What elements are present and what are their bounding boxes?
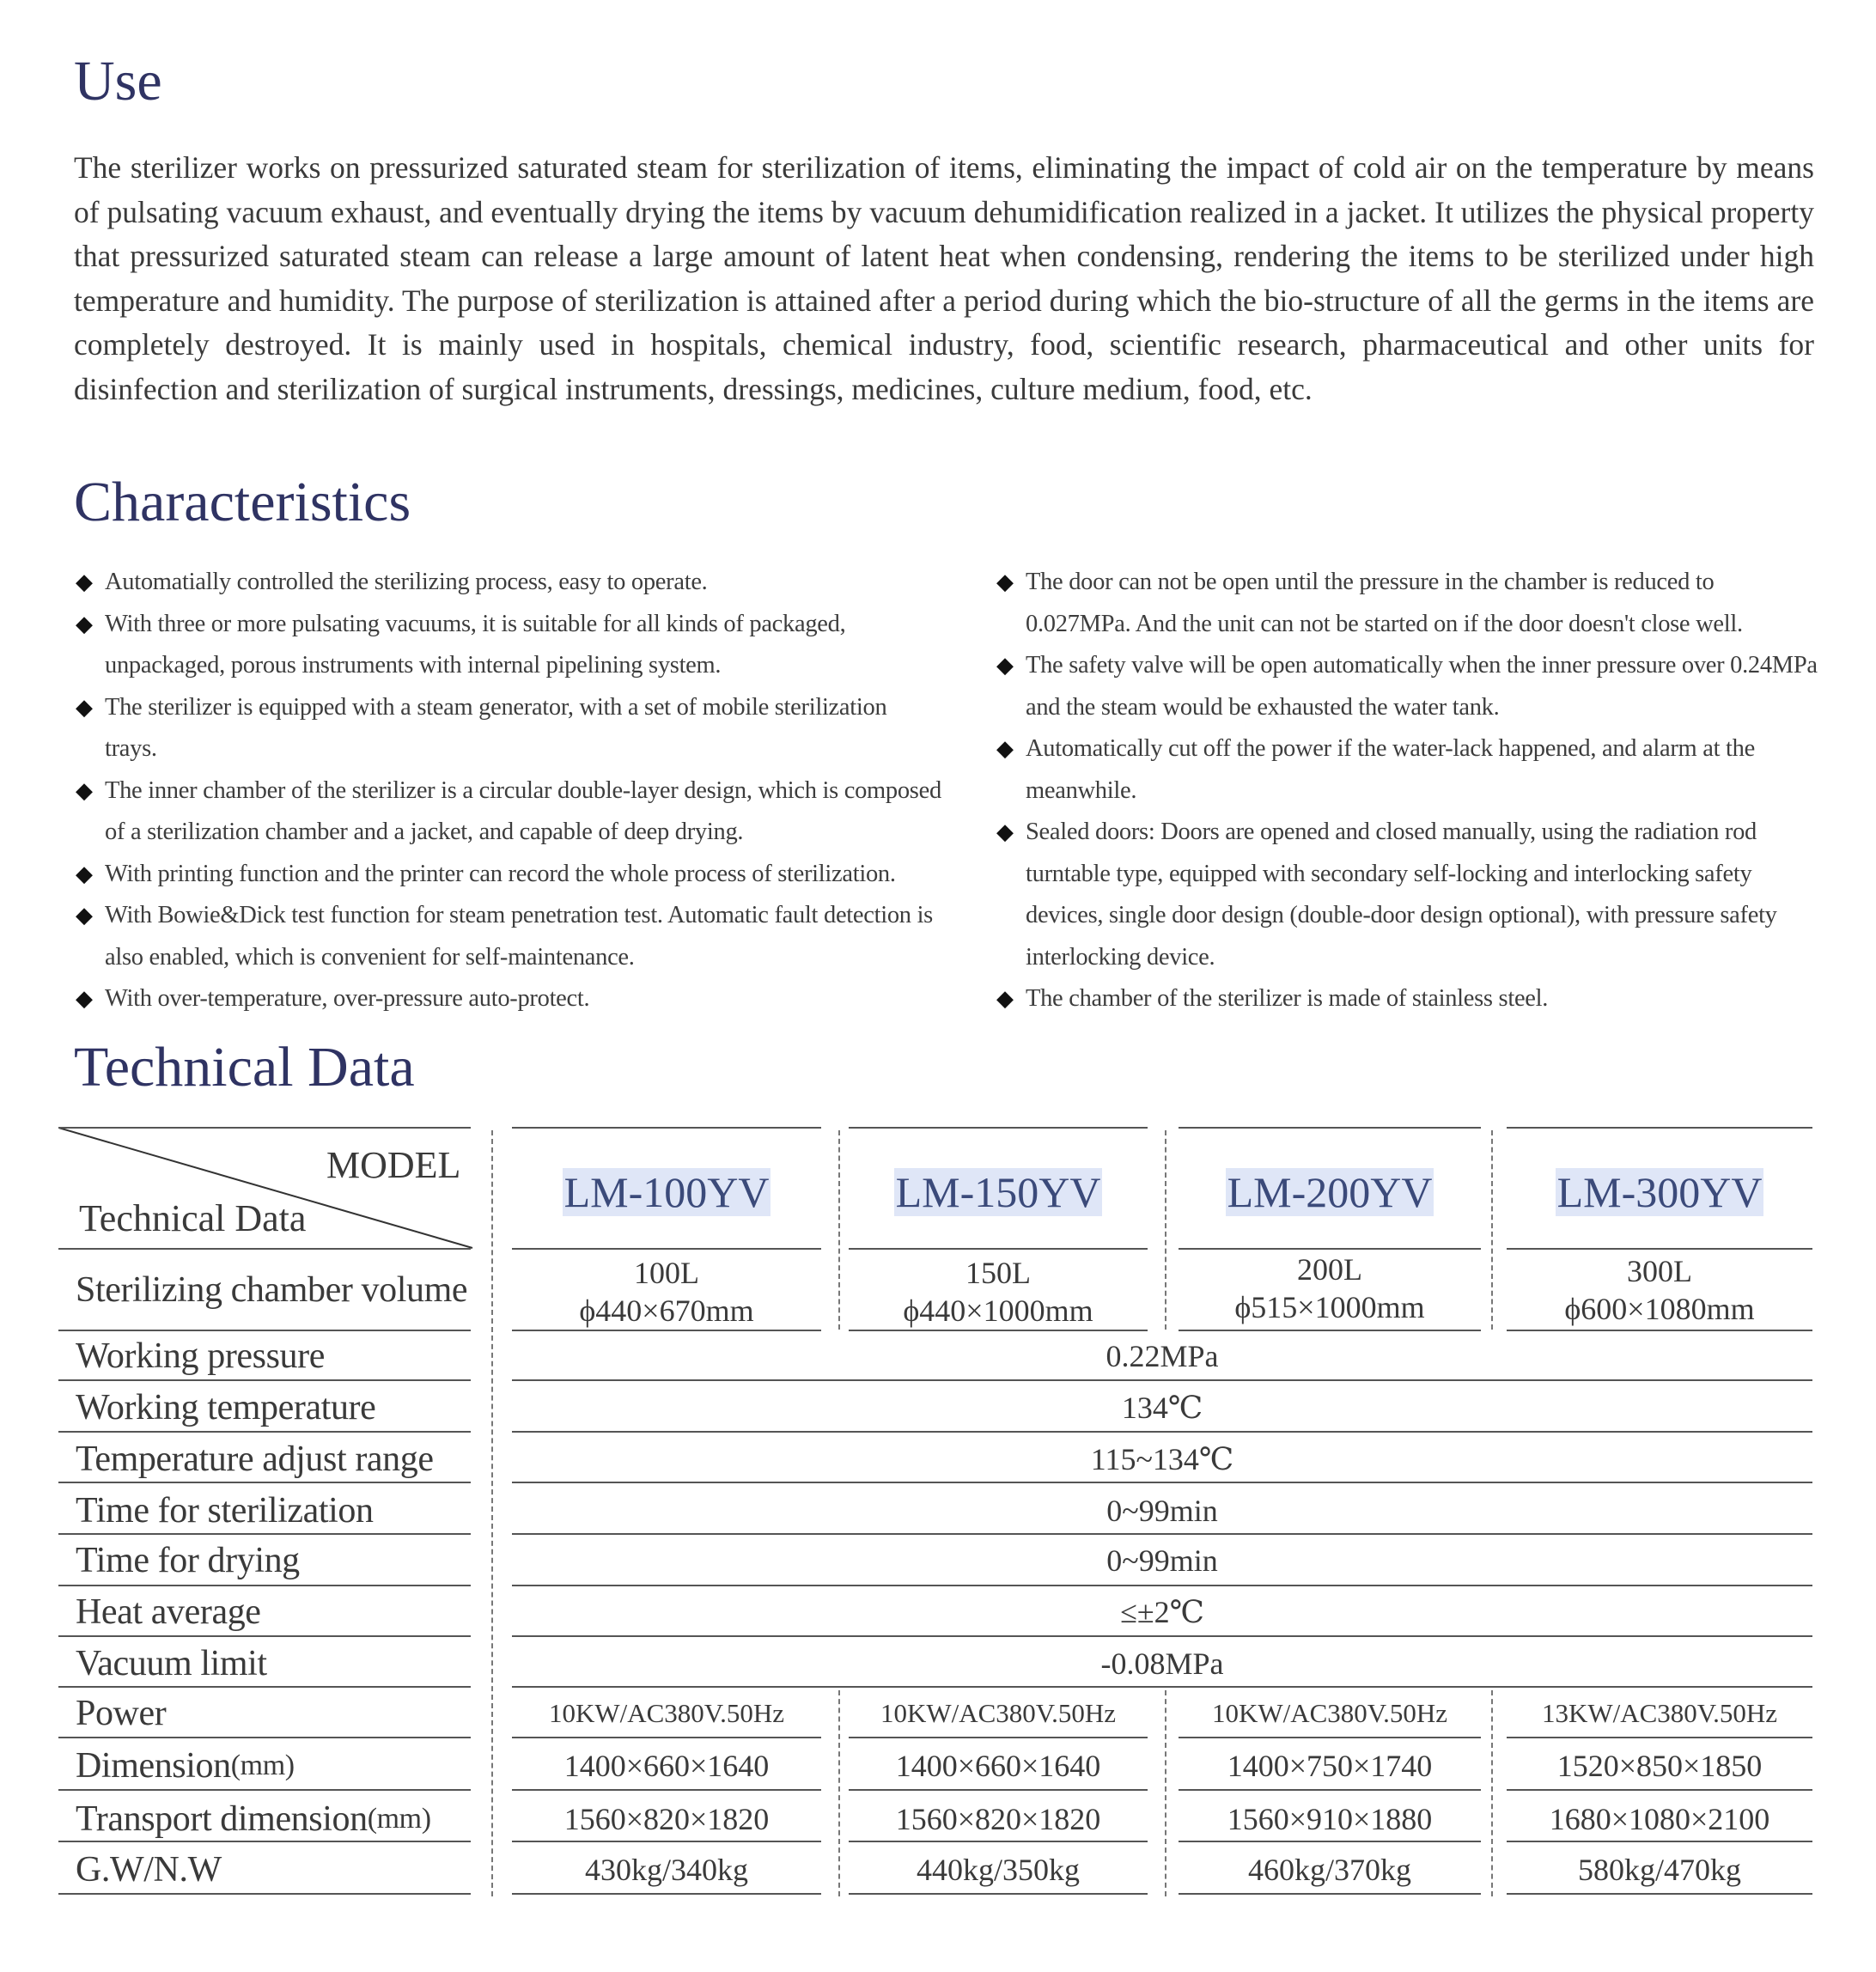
value-working-temperature: 134℃ [1121,1391,1203,1425]
row-label-temperature-adjust-range: Temperature adjust range [76,1439,434,1479]
rule [512,1379,1812,1381]
row-label-dimension: Dimension (mm) [76,1746,295,1786]
weight-lm-300yv: 580kg/470kg [1577,1853,1741,1887]
diamond-bullet-icon: ◆ [76,986,93,1011]
row-label-transport-dimension: Transport dimension (mm) [76,1799,431,1839]
power-lm-200yv: 10KW/AC380V.50Hz [1211,1698,1448,1728]
transport-lm-150yv: 1560×820×1820 [895,1802,1101,1836]
row-label-weight: G.W/N.W [76,1850,222,1890]
use-paragraph: The sterilizer works on pressurized saturated steam for sterilization of items, eliminating the impact of cold air on the temperature by means of pulsating vacuum exhaust, and eventually drying the items by vacuum dehumidification realized in a jacket. It utilizes the physical property that pressurized saturated steam can release a large amount of latent heat when condensing, rendering the items to be sterilized under high temperature and humidity. The purpose of sterilization is attained after a period during which the bio-structure of all the germs in the items are completely destroyed. It is mainly used in hospitals, chemical industry, food, scientific research, pharmaceutical and other units for disinfection and sterilization of surgical instruments, dressings, medicines, culture medium, food, etc. [74,150,1814,406]
volume-cell-lm-300yv: 300L ϕ600×1080mm [1564,1254,1755,1326]
row-label-working-pressure: Working pressure [76,1336,325,1376]
rule [512,1127,821,1129]
characteristics-heading: Characteristics [74,471,411,533]
power-lm-100yv: 10KW/AC380V.50Hz [548,1698,785,1728]
rule [58,1789,471,1791]
diamond-bullet-icon: ◆ [996,653,1014,678]
column-separator [1491,1130,1493,1330]
weight-lm-150yv: 440kg/350kg [916,1853,1080,1887]
diamond-bullet-icon: ◆ [76,694,93,720]
rule [1179,1127,1481,1129]
diamond-bullet-icon: ◆ [76,777,93,803]
rule [1179,1248,1481,1250]
dimension-lm-300yv: 1520×850×1850 [1556,1749,1763,1783]
header-technical-data-label: Technical Data [79,1196,307,1239]
rule [58,1737,471,1738]
value-temperature-adjust-range: 115~134℃ [1090,1442,1234,1476]
rule [849,1330,1148,1331]
rule [1507,1737,1812,1738]
column-separator [1165,1690,1166,1896]
column-separator [1491,1690,1493,1896]
column-separator [838,1690,840,1896]
power-lm-150yv: 10KW/AC380V.50Hz [880,1698,1117,1728]
transport-lm-100yv: 1560×820×1820 [563,1802,770,1836]
list-item: ◆ With three or more pulsating vacuums, it is suitable for all kinds of packaged, unpackaged, porous instruments with internal pipelining system. [76,604,943,687]
rule [512,1330,821,1331]
rule [58,1127,471,1129]
row-label-working-temperature: Working temperature [76,1388,376,1427]
rule [1507,1127,1812,1129]
list-item: ◆ Automatially controlled the sterilizing process, easy to operate. [76,562,943,604]
dimension-lm-100yv: 1400×660×1640 [563,1749,770,1783]
rule [512,1841,821,1842]
rule [1507,1841,1812,1842]
rule [58,1893,471,1895]
rule [512,1737,821,1738]
rule [58,1686,471,1688]
volume-cell-lm-200yv: 200L ϕ515×1000mm [1234,1252,1425,1324]
rule [58,1635,471,1637]
rule [849,1737,1148,1738]
rule [512,1789,821,1791]
rule [58,1248,471,1250]
diamond-bullet-icon: ◆ [76,611,93,636]
list-item: ◆ With over-temperature, over-pressure auto-protect. [76,978,943,1020]
rule [58,1533,471,1535]
diamond-bullet-icon: ◆ [76,903,93,928]
rule [1507,1330,1812,1331]
list-item: ◆ The sterilizer is equipped with a steam generator, with a set of mobile sterilization trays. [76,687,943,770]
characteristics-left-list [76,562,943,1020]
model-header-lm-300yv: LM-300YV [1556,1168,1763,1216]
value-time-for-sterilization: 0~99min [1106,1494,1218,1528]
rule [1179,1893,1481,1895]
diamond-bullet-icon: ◆ [996,736,1014,761]
model-header-lm-100yv: LM-100YV [563,1168,770,1216]
rule [1507,1789,1812,1791]
list-item: ◆ With printing function and the printer can record the whole process of sterilization. [76,854,943,896]
power-lm-300yv: 13KW/AC380V.50Hz [1541,1698,1778,1728]
value-working-pressure: 0.22MPa [1106,1339,1219,1373]
column-separator [1165,1130,1166,1330]
transport-lm-300yv: 1680×1080×2100 [1549,1802,1770,1836]
row-label-time-for-drying: Time for drying [76,1541,300,1580]
column-separator [491,1130,493,1896]
volume-cell-lm-100yv: 100L ϕ440×670mm [579,1256,754,1328]
rule [58,1330,471,1331]
row-label-volume: Sterilizing chamber volume [76,1270,468,1310]
dimension-lm-150yv: 1400×660×1640 [895,1749,1101,1783]
volume-cell-lm-150yv: 150L ϕ440×1000mm [903,1256,1093,1328]
row-label-power: Power [76,1694,167,1733]
rule [849,1127,1148,1129]
model-header-lm-200yv: LM-200YV [1227,1168,1433,1216]
rule [58,1585,471,1586]
diamond-bullet-icon: ◆ [76,861,93,886]
rule [1179,1841,1481,1842]
weight-lm-100yv: 430kg/340kg [584,1853,748,1887]
rule [512,1533,1812,1535]
rule [849,1841,1148,1842]
list-item: ◆ The chamber of the sterilizer is made of stainless steel. [996,978,1821,1020]
rule [58,1431,471,1433]
list-item: ◆ Sealed doors: Doors are opened and closed manually, using the radiation rod turntable type, equipped with secondary self-locking and interlocking safety devices, single door design (double-door design optional), with pressure safety interlocking device. [996,812,1821,978]
row-label-time-for-sterilization: Time for sterilization [76,1491,374,1531]
technical-data-heading: Technical Data [74,1036,415,1099]
rule [512,1893,821,1895]
rule [512,1482,1812,1483]
list-item: ◆ With Bowie&Dick test function for steam penetration test. Automatic fault detection is also enabled, which is convenient for self-maintenance. [76,895,943,978]
diamond-bullet-icon: ◆ [996,819,1014,844]
list-item: ◆ The inner chamber of the sterilizer is a circular double-layer design, which is composed of a sterilization chamber and a jacket, and capable of deep drying. [76,770,943,854]
value-heat-average: ≤±2℃ [1120,1595,1204,1629]
rule [1179,1330,1481,1331]
transport-lm-200yv: 1560×910×1880 [1227,1802,1433,1836]
use-heading: Use [74,50,162,113]
dimension-lm-200yv: 1400×750×1740 [1227,1749,1433,1783]
diamond-bullet-icon: ◆ [996,569,1014,594]
rule [512,1248,821,1250]
rule [58,1482,471,1483]
rule [1507,1893,1812,1895]
list-item: ◆ The door can not be open until the pressure in the chamber is reduced to 0.027MPa. And the unit can not be started on if the door doesn't close well. [996,562,1821,645]
row-label-vacuum-limit: Vacuum limit [76,1644,267,1683]
row-label-heat-average: Heat average [76,1592,261,1632]
model-header-lm-150yv: LM-150YV [895,1168,1101,1216]
rule [512,1585,1812,1586]
header-model-label: MODEL [326,1143,461,1186]
list-item: ◆ The safety valve will be open automatically when the inner pressure over 0.24MPa and the steam would be exhausted the water tank. [996,645,1821,728]
rule [1507,1248,1812,1250]
rule [512,1686,1812,1688]
weight-lm-200yv: 460kg/370kg [1247,1853,1411,1887]
rule [849,1893,1148,1895]
rule [849,1248,1148,1250]
rule [849,1789,1148,1791]
value-vacuum-limit: -0.08MPa [1100,1646,1224,1681]
rule [58,1841,471,1842]
rule [512,1431,1812,1433]
diamond-bullet-icon: ◆ [996,986,1014,1011]
column-separator [838,1130,840,1330]
rule [512,1635,1812,1637]
diamond-bullet-icon: ◆ [76,569,93,594]
rule [58,1379,471,1381]
characteristics-right-list [996,562,1821,1020]
rule [1179,1737,1481,1738]
rule [1179,1789,1481,1791]
list-item: ◆ Automatically cut off the power if the water-lack happened, and alarm at the meanwhile. [996,728,1821,812]
value-time-for-drying: 0~99min [1106,1543,1218,1578]
